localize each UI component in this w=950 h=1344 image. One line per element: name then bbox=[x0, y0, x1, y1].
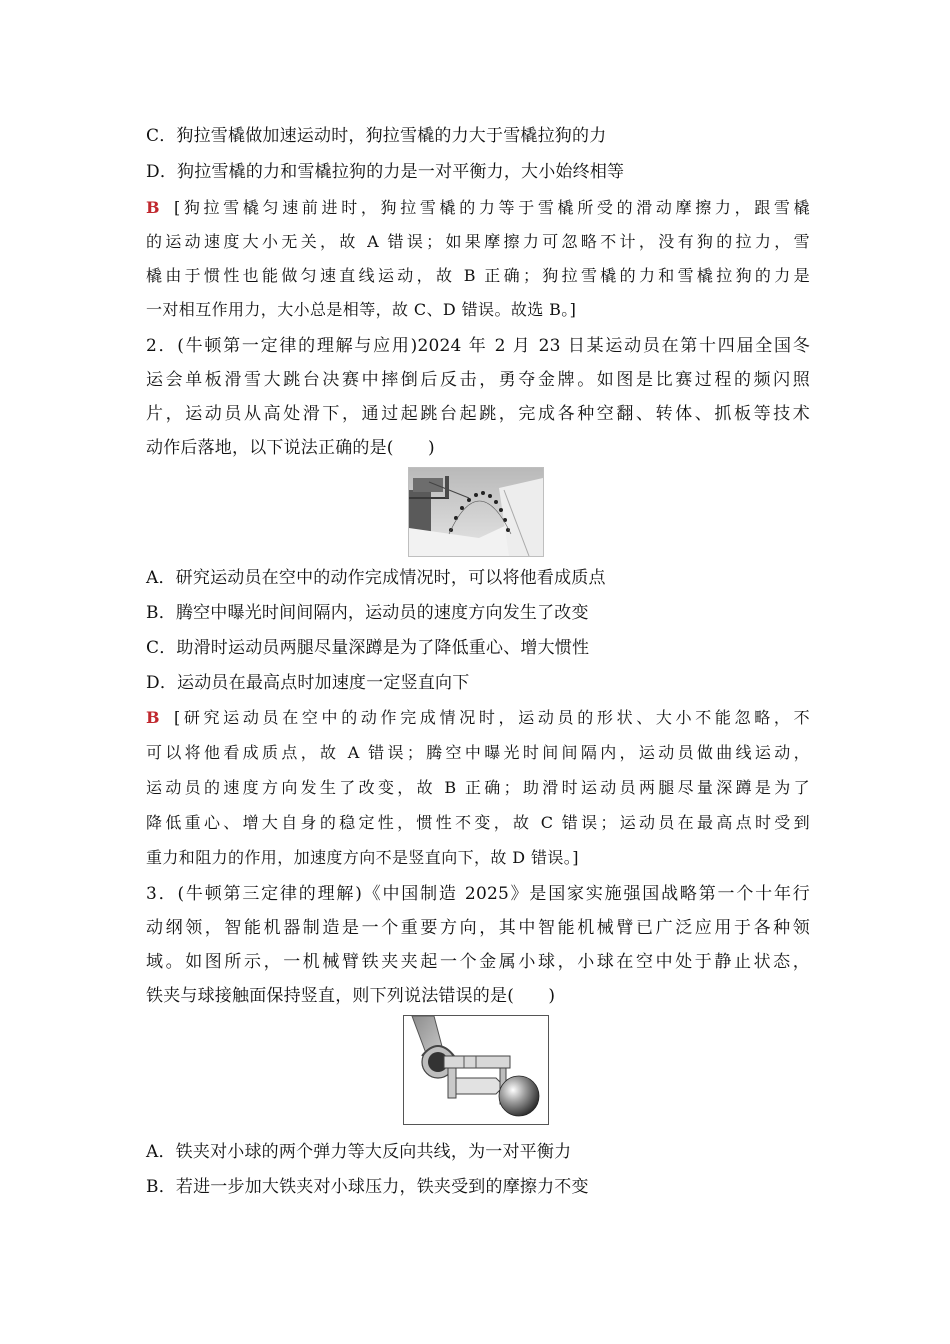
q2-analysis-line: 运动员的速度方向发生了改变，故 B 正确；助滑时运动员两腿尽量深蹲是为了 bbox=[146, 778, 810, 797]
q2-stem-line: 2．(牛顿第一定律的理解与应用)2024 年 2 月 23 日某运动员在第十四届全国冬 bbox=[146, 336, 810, 356]
q2-stem-line: 动作后落地，以下说法正确的是( ) bbox=[146, 438, 435, 458]
q1-option-c: C．狗拉雪橇做加速运动时，狗拉雪橇的力大于雪橇拉狗的力 bbox=[146, 126, 607, 146]
ski-jump-photo bbox=[408, 467, 544, 557]
q2-option-a: A．研究运动员在空中的动作完成情况时，可以将他看成质点 bbox=[146, 568, 606, 588]
q1-option-d: D．狗拉雪橇的力和雪橇拉狗的力是一对平衡力，大小始终相等 bbox=[146, 162, 625, 182]
q2-option-d: D．运动员在最高点时加速度一定竖直向下 bbox=[146, 673, 470, 693]
q2-analysis-line: B [研究运动员在空中的动作完成情况时，运动员的形状、大小不能忽略，不 bbox=[146, 708, 810, 727]
q1-analysis-line: 一对相互作用力，大小总是相等，故 C、D 错误。故选 B。] bbox=[146, 300, 577, 319]
q2-analysis-line: 降低重心、增大自身的稳定性，惯性不变，故 C 错误；运动员在最高点时受到 bbox=[146, 813, 810, 832]
q3-stem-line: 3．(牛顿第三定律的理解)《中国制造 2025》是国家实施强国战略第一个十年行 bbox=[146, 884, 810, 904]
q2-answer-key: B bbox=[146, 708, 160, 727]
q3-option-a: A．铁夹对小球的两个弹力等大反向共线，为一对平衡力 bbox=[146, 1142, 572, 1162]
q3-stem-line: 域。如图所示，一机械臂铁夹夹起一个金属小球，小球在空中处于静止状态， bbox=[146, 952, 810, 972]
q1-analysis-line: 橇由于惯性也能做匀速直线运动，故 B 正确；狗拉雪橇的力和雪橇拉狗的力是 bbox=[146, 266, 810, 285]
q2-option-c: C．助滑时运动员两腿尽量深蹲是为了降低重心、增大惯性 bbox=[146, 638, 590, 658]
q2-stem-line: 片，运动员从高处滑下，通过起跳台起跳，完成各种空翻、转体、抓板等技术 bbox=[146, 404, 810, 424]
q3-option-b: B．若进一步加大铁夹对小球压力，铁夹受到的摩擦力不变 bbox=[146, 1177, 589, 1197]
q3-stem-line: 铁夹与球接触面保持竖直，则下列说法错误的是( ) bbox=[146, 986, 556, 1006]
q1-analysis-line: B [狗拉雪橇匀速前进时，狗拉雪橇的力等于雪橇所受的滑动摩擦力，跟雪橇 bbox=[146, 198, 810, 217]
q3-stem-line: 动纲领，智能机器制造是一个重要方向，其中智能机械臂已广泛应用于各种领 bbox=[146, 918, 810, 938]
q2-analysis-line: 重力和阻力的作用，加速度方向不是竖直向下，故 D 错误。] bbox=[146, 848, 579, 867]
q2-option-b: B．腾空中曝光时间间隔内，运动员的速度方向发生了改变 bbox=[146, 603, 589, 623]
q1-answer-key: B bbox=[146, 198, 160, 217]
robot-arm-clamp-figure bbox=[403, 1015, 549, 1125]
q2-stem-line: 运会单板滑雪大跳台决赛中摔倒后反击，勇夺金牌。如图是比赛过程的频闪照 bbox=[146, 370, 810, 390]
q1-analysis-line: 的运动速度大小无关，故 A 错误；如果摩擦力可忽略不计，没有狗的拉力，雪 bbox=[146, 232, 810, 251]
q2-analysis-line: 可以将他看成质点，故 A 错误；腾空中曝光时间间隔内，运动员做曲线运动， bbox=[146, 743, 810, 762]
